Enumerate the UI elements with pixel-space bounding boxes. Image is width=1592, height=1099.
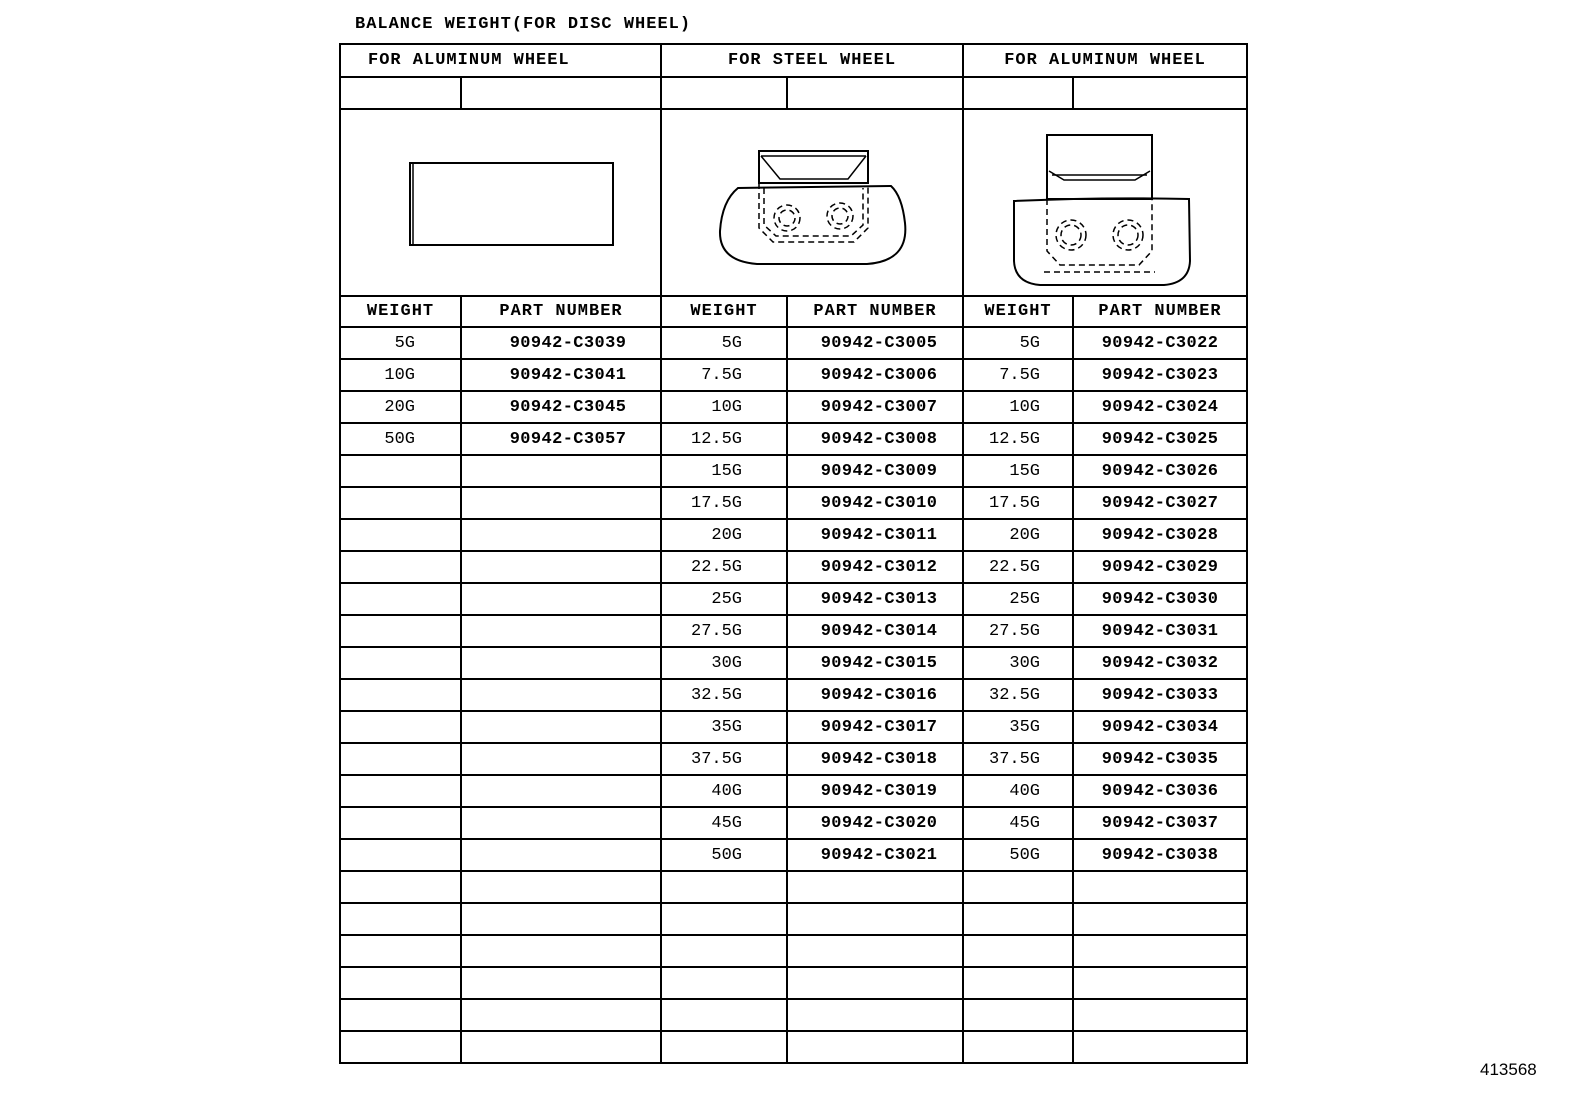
weight-cell: 50G [340, 423, 461, 455]
empty-cell [461, 999, 661, 1031]
empty-cell [340, 775, 461, 807]
weight-cell: 12.5G [963, 423, 1073, 455]
weight-cell: 10G [661, 391, 787, 423]
weight-cell: 45G [963, 807, 1073, 839]
empty-cell [340, 455, 461, 487]
aluminum-clip-weight-icon [964, 111, 1247, 294]
weight-column-header: WEIGHT [661, 296, 787, 327]
empty-cell [461, 967, 661, 999]
empty-cell [787, 77, 963, 109]
table-row [340, 871, 1247, 903]
empty-cell [340, 711, 461, 743]
weight-cell: 32.5G [661, 679, 787, 711]
empty-cell [963, 999, 1073, 1031]
adhesive-weight-icon [341, 111, 661, 294]
table-row [340, 391, 1247, 423]
weight-cell: 27.5G [661, 615, 787, 647]
part-number-cell: 90942-C3024 [1073, 391, 1247, 423]
illustration-row [340, 109, 1247, 296]
part-number-cell: 90942-C3009 [787, 455, 963, 487]
part-number-cell: 90942-C3025 [1073, 423, 1247, 455]
empty-cell [1073, 77, 1247, 109]
part-number-column-header: PART NUMBER [461, 296, 661, 327]
part-number-cell: 90942-C3029 [1073, 551, 1247, 583]
empty-cell [661, 77, 787, 109]
table-row [340, 455, 1247, 487]
empty-cell [340, 999, 461, 1031]
empty-cell [340, 583, 461, 615]
weight-cell: 37.5G [963, 743, 1073, 775]
part-number-cell: 90942-C3030 [1073, 583, 1247, 615]
weight-cell: 17.5G [661, 487, 787, 519]
empty-cell [461, 487, 661, 519]
weight-cell: 10G [340, 359, 461, 391]
part-number-cell: 90942-C3038 [1073, 839, 1247, 871]
empty-cell [963, 935, 1073, 967]
weight-cell: 7.5G [963, 359, 1073, 391]
weight-cell: 7.5G [661, 359, 787, 391]
empty-cell [461, 583, 661, 615]
weight-cell: 50G [661, 839, 787, 871]
weight-cell: 15G [963, 455, 1073, 487]
part-number-cell: 90942-C3057 [461, 423, 661, 455]
part-number-cell: 90942-C3012 [787, 551, 963, 583]
empty-cell [963, 1031, 1073, 1063]
empty-cell [963, 871, 1073, 903]
empty-cell [340, 487, 461, 519]
table-row [340, 583, 1247, 615]
weight-cell: 12.5G [661, 423, 787, 455]
empty-cell [461, 1031, 661, 1063]
empty-cell [1073, 1031, 1247, 1063]
empty-cell [787, 871, 963, 903]
table-row [340, 999, 1247, 1031]
weight-cell: 20G [963, 519, 1073, 551]
part-number-cell: 90942-C3031 [1073, 615, 1247, 647]
part-number-cell: 90942-C3022 [1073, 327, 1247, 359]
empty-cell [340, 647, 461, 679]
table-row [340, 935, 1247, 967]
part-number-cell: 90942-C3011 [787, 519, 963, 551]
weight-cell: 15G [661, 455, 787, 487]
weight-column-header: WEIGHT [340, 296, 461, 327]
empty-cell [461, 551, 661, 583]
weight-column-header: WEIGHT [963, 296, 1073, 327]
empty-cell [787, 967, 963, 999]
table-row [340, 1031, 1247, 1063]
part-number-cell: 90942-C3034 [1073, 711, 1247, 743]
empty-cell [787, 1031, 963, 1063]
empty-cell [340, 615, 461, 647]
empty-cell [461, 519, 661, 551]
empty-cell [963, 903, 1073, 935]
empty-cell [461, 679, 661, 711]
group-heading-aluminum-1: FOR ALUMINUM WHEEL [340, 44, 661, 77]
table-row [340, 807, 1247, 839]
part-number-column-header: PART NUMBER [1073, 296, 1247, 327]
weight-cell: 50G [963, 839, 1073, 871]
weight-cell: 32.5G [963, 679, 1073, 711]
part-number-cell: 90942-C3021 [787, 839, 963, 871]
part-number-cell: 90942-C3014 [787, 615, 963, 647]
part-number-cell: 90942-C3015 [787, 647, 963, 679]
table-row [340, 327, 1247, 359]
steel-clip-weight-icon [662, 111, 963, 294]
empty-cell [461, 711, 661, 743]
empty-cell [340, 839, 461, 871]
illustration-cell-aluminum-1 [340, 109, 661, 296]
empty-cell [340, 967, 461, 999]
empty-cell [661, 1031, 787, 1063]
empty-cell [461, 615, 661, 647]
table-row [340, 711, 1247, 743]
table-row [340, 519, 1247, 551]
part-number-column-header: PART NUMBER [787, 296, 963, 327]
empty-cell [340, 1031, 461, 1063]
empty-cell [1073, 871, 1247, 903]
empty-cell [340, 743, 461, 775]
weight-cell: 5G [661, 327, 787, 359]
empty-cell [461, 455, 661, 487]
page-title: BALANCE WEIGHT(FOR DISC WHEEL) [355, 15, 692, 34]
table-row [340, 647, 1247, 679]
weight-cell: 45G [661, 807, 787, 839]
empty-cell [787, 935, 963, 967]
column-header-row [340, 296, 1247, 327]
table-row [340, 487, 1247, 519]
part-number-cell: 90942-C3020 [787, 807, 963, 839]
part-number-cell: 90942-C3045 [461, 391, 661, 423]
part-number-cell: 90942-C3027 [1073, 487, 1247, 519]
weight-cell: 35G [661, 711, 787, 743]
group-heading-aluminum-2: FOR ALUMINUM WHEEL [963, 44, 1247, 77]
table-row [340, 679, 1247, 711]
empty-cell [1073, 999, 1247, 1031]
weight-cell: 25G [661, 583, 787, 615]
empty-cell [661, 967, 787, 999]
table-row [340, 903, 1247, 935]
empty-cell [461, 77, 661, 109]
empty-cell [1073, 935, 1247, 967]
group-heading-row [340, 44, 1247, 77]
table-row [340, 551, 1247, 583]
empty-cell [1073, 967, 1247, 999]
part-number-cell: 90942-C3039 [461, 327, 661, 359]
weight-cell: 22.5G [963, 551, 1073, 583]
weight-cell: 27.5G [963, 615, 1073, 647]
part-number-cell: 90942-C3006 [787, 359, 963, 391]
empty-cell [963, 77, 1073, 109]
part-number-cell: 90942-C3023 [1073, 359, 1247, 391]
empty-cell [340, 807, 461, 839]
empty-cell [661, 903, 787, 935]
balance-weight-table [339, 43, 1248, 1064]
part-number-cell: 90942-C3028 [1073, 519, 1247, 551]
weight-cell: 40G [661, 775, 787, 807]
empty-cell [461, 871, 661, 903]
weight-cell: 37.5G [661, 743, 787, 775]
part-number-cell: 90942-C3013 [787, 583, 963, 615]
part-number-cell: 90942-C3005 [787, 327, 963, 359]
part-number-cell: 90942-C3008 [787, 423, 963, 455]
part-number-cell: 90942-C3033 [1073, 679, 1247, 711]
part-number-cell: 90942-C3041 [461, 359, 661, 391]
part-number-cell: 90942-C3016 [787, 679, 963, 711]
part-number-cell: 90942-C3010 [787, 487, 963, 519]
empty-cell [787, 903, 963, 935]
part-number-cell: 90942-C3036 [1073, 775, 1247, 807]
empty-cell [461, 807, 661, 839]
table-row [340, 423, 1247, 455]
empty-cell [1073, 903, 1247, 935]
part-number-cell: 90942-C3018 [787, 743, 963, 775]
empty-cell [340, 519, 461, 551]
empty-cell [340, 679, 461, 711]
weight-cell: 25G [963, 583, 1073, 615]
empty-cell [461, 743, 661, 775]
weight-cell: 20G [340, 391, 461, 423]
table-row [340, 967, 1247, 999]
group-heading-steel: FOR STEEL WHEEL [661, 44, 963, 77]
empty-cell [461, 775, 661, 807]
part-number-cell: 90942-C3017 [787, 711, 963, 743]
part-number-cell: 90942-C3026 [1073, 455, 1247, 487]
empty-cell [787, 999, 963, 1031]
table-row [340, 775, 1247, 807]
empty-cell [661, 999, 787, 1031]
empty-cell [461, 647, 661, 679]
illustration-cell-aluminum-2 [963, 109, 1247, 296]
table-row [340, 839, 1247, 871]
blank-header-row [340, 77, 1247, 109]
figure-number: 413568 [1480, 1060, 1537, 1079]
empty-cell [461, 839, 661, 871]
empty-cell [461, 935, 661, 967]
weight-cell: 20G [661, 519, 787, 551]
table-row [340, 615, 1247, 647]
empty-cell [661, 935, 787, 967]
empty-cell [340, 871, 461, 903]
empty-cell [661, 871, 787, 903]
empty-cell [461, 903, 661, 935]
empty-cell [340, 551, 461, 583]
part-number-cell: 90942-C3037 [1073, 807, 1247, 839]
weight-cell: 5G [340, 327, 461, 359]
weight-cell: 40G [963, 775, 1073, 807]
table-row [340, 743, 1247, 775]
illustration-cell-steel [661, 109, 963, 296]
part-number-cell: 90942-C3007 [787, 391, 963, 423]
weight-cell: 10G [963, 391, 1073, 423]
weight-cell: 30G [963, 647, 1073, 679]
empty-cell [340, 77, 461, 109]
empty-cell [340, 935, 461, 967]
weight-cell: 30G [661, 647, 787, 679]
empty-cell [963, 967, 1073, 999]
weight-cell: 17.5G [963, 487, 1073, 519]
table-row [340, 359, 1247, 391]
weight-cell: 35G [963, 711, 1073, 743]
part-number-cell: 90942-C3035 [1073, 743, 1247, 775]
weight-cell: 22.5G [661, 551, 787, 583]
empty-cell [340, 903, 461, 935]
weight-cell: 5G [963, 327, 1073, 359]
part-number-cell: 90942-C3019 [787, 775, 963, 807]
part-number-cell: 90942-C3032 [1073, 647, 1247, 679]
